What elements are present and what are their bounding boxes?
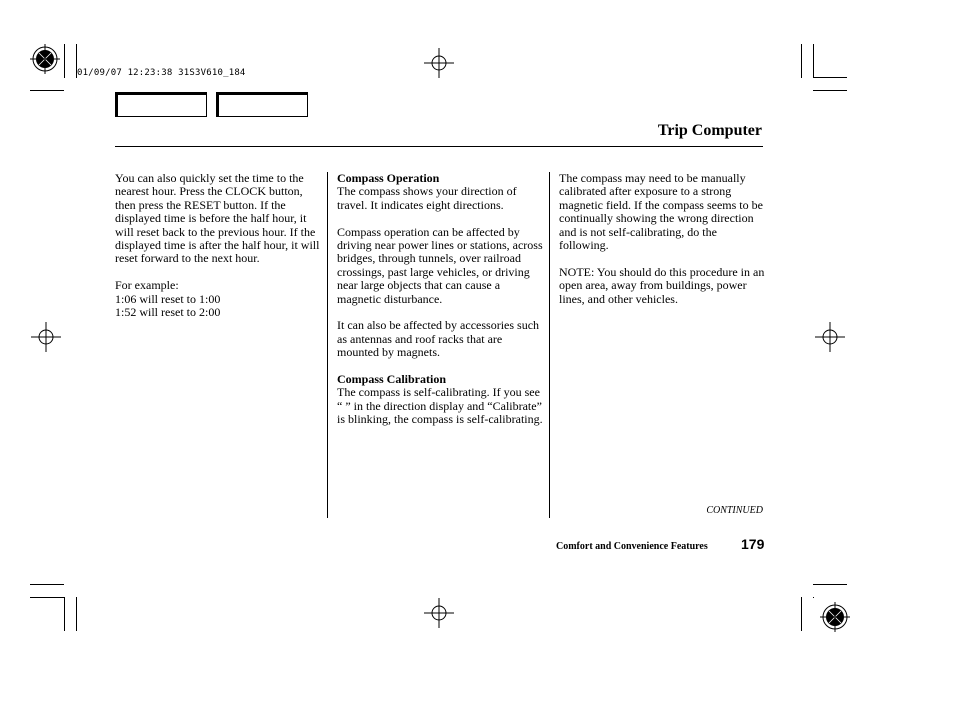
crop-line: [76, 597, 77, 631]
crop-line: [30, 90, 64, 91]
print-stamp: 01/09/07 12:23:38 31S3V610_184: [77, 68, 246, 78]
crop-line: [813, 44, 814, 78]
section-title: Trip Computer: [657, 122, 762, 139]
crop-line: [813, 597, 814, 598]
example-line: 1:06 will reset to 1:00: [115, 291, 221, 306]
section-tab-box: [216, 92, 308, 117]
crosshair-mark-left: [31, 322, 61, 357]
registration-mark-bottom-right: [820, 602, 850, 637]
crop-line: [64, 597, 65, 631]
crosshair-mark-bottom: [424, 598, 454, 633]
crop-line: [813, 90, 847, 91]
column-1: [115, 172, 323, 319]
registration-mark-top-left: [30, 44, 60, 79]
paragraph: The compass may need to be manually calibrated after exposure to a strong magnetic field. If the compass seems to be continually showing the wrong direction and is not self-calibrating, do the following.: [559, 171, 763, 253]
crosshair-mark-right: [815, 322, 845, 357]
section-tab-box: [115, 92, 207, 117]
paragraph: The compass shows your direction of travel. It indicates eight directions.: [337, 184, 517, 212]
footer-section-label: Comfort and Convenience Features: [556, 541, 708, 552]
header-rule: [115, 146, 763, 147]
paragraph: NOTE: You should do this procedure in an open area, away from buildings, power lines, and other vehicles.: [559, 264, 765, 306]
column-3: [559, 172, 765, 319]
continued-label: CONTINUED: [706, 505, 763, 516]
heading-compass-operation: Compass Operation: [337, 171, 440, 185]
column-divider: [549, 172, 550, 518]
paragraph: It can also be affected by accessories such as antennas and roof racks that are mounted by magnets.: [337, 318, 540, 360]
crop-line: [64, 44, 65, 78]
heading-compass-calibration: Compass Calibration: [337, 372, 447, 387]
crop-line: [30, 584, 64, 585]
column-2: [337, 172, 543, 440]
crop-line: [801, 597, 802, 631]
crop-line: [813, 584, 847, 585]
paragraph: You can also quickly set the time to the nearest hour. Press the CLOCK button, then press the RESET button. If the displayed time is before the half hour, it will reset back to the previous hour. If the displayed time is after the half hour, it will reset forward to the next hour.: [115, 171, 320, 266]
crop-line: [30, 597, 64, 598]
crop-line: [801, 44, 802, 78]
column-divider: [327, 172, 328, 518]
page-number: 179: [741, 536, 765, 552]
crosshair-mark-top: [424, 48, 454, 83]
example-line: 1:52 will reset to 2:00: [115, 305, 221, 320]
paragraph: The compass is self-calibrating. If you see “ ” in the direction display and “Calibrate” is blinking, the compass is self-calibrating.: [337, 385, 543, 427]
example-intro: For example:: [115, 278, 179, 293]
crop-line: [813, 77, 847, 78]
paragraph: Compass operation can be affected by driving near power lines or stations, across bridges, through tunnels, over railroad crossings, past large vehicles, or driving near large objects that can cause a magnetic disturbance.: [337, 224, 543, 306]
